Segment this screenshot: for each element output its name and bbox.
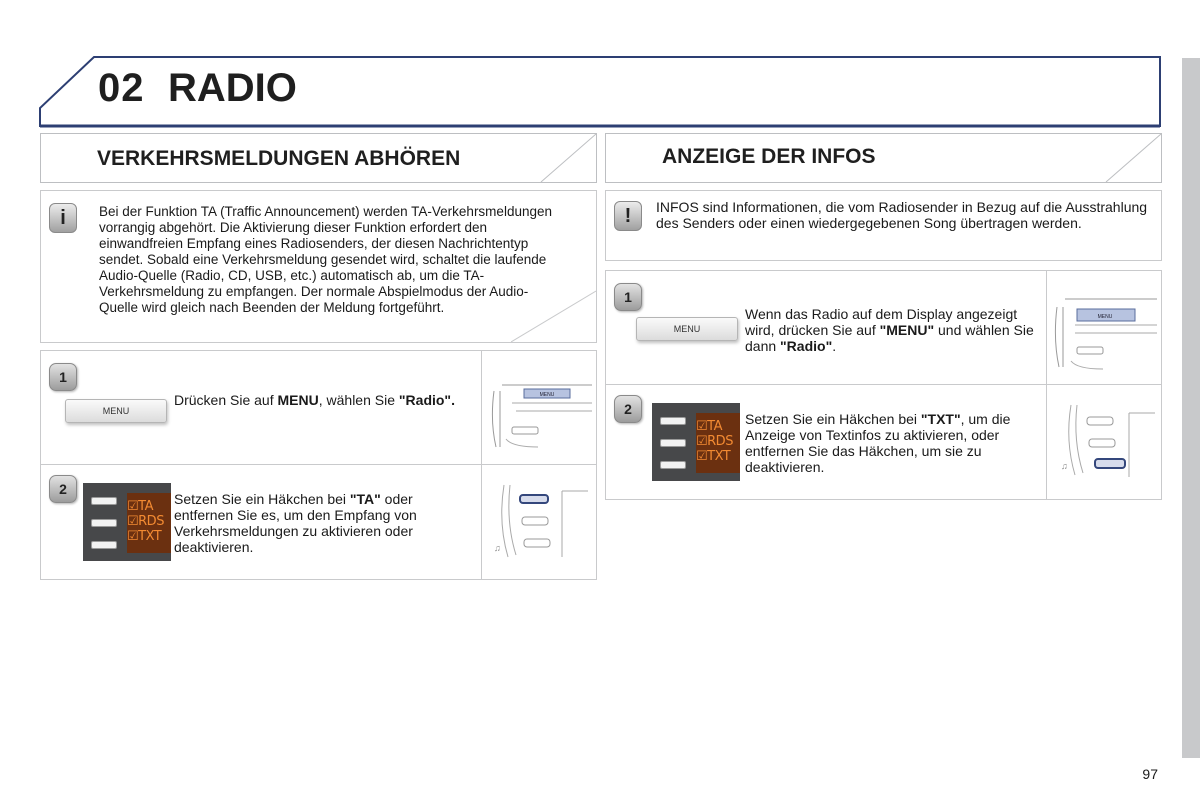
left-section-header — [40, 133, 597, 183]
panel-key[interactable] — [91, 519, 117, 527]
page-number: 97 — [1142, 766, 1158, 782]
option-txt[interactable]: ☑TXT — [696, 449, 731, 464]
option-rds[interactable]: ☑RDS — [696, 434, 733, 449]
chapter-edge-tab — [1182, 58, 1200, 758]
panel-key[interactable] — [660, 461, 686, 469]
svg-text:♫: ♫ — [494, 543, 501, 553]
left-step-1-text: Drücken Sie auf MENU, wählen Sie "Radio". — [174, 392, 455, 408]
dashboard-sketch — [1046, 271, 1162, 385]
menu-button[interactable]: MENU — [636, 317, 738, 341]
right-section-title: ANZEIGE DER INFOS — [662, 145, 876, 168]
buttons-sketch — [481, 465, 597, 579]
step-1-badge: 1 — [49, 363, 77, 391]
right-step-1 — [605, 270, 1162, 386]
option-rds[interactable]: ☑RDS — [127, 514, 164, 529]
buttons-sketch — [1046, 385, 1162, 499]
dashboard-sketch — [481, 351, 597, 465]
header-corner-cut — [521, 134, 596, 182]
step-2-badge: 2 — [614, 395, 642, 423]
option-screen — [127, 493, 171, 553]
step-1-badge: 1 — [614, 283, 642, 311]
right-step-1-text: Wenn das Radio auf dem Display angezeigt wird, drücken Sie auf "MENU" und wählen Sie dann "Radio". — [745, 306, 1034, 354]
chapter-title: RADIO — [168, 66, 297, 110]
warning-icon: ! — [614, 201, 642, 231]
panel-key[interactable] — [91, 497, 117, 505]
panel-key[interactable] — [91, 541, 117, 549]
sketch-menu-label: MENU — [1097, 314, 1113, 320]
right-section-header — [605, 133, 1162, 183]
panel-key[interactable] — [660, 439, 686, 447]
right-info-text: INFOS sind Informationen, die vom Radiosender in Bezug auf die Ausstrahlung des Senders oder einen wiedergegebenen Song übertragen werden. — [656, 199, 1148, 231]
right-step-2-text: Setzen Sie ein Häkchen bei "TXT", um die Anzeige von Textinfos zu aktivieren, oder entfernen Sie das Häkchen, um sie zu deaktivieren. — [745, 411, 1011, 475]
left-info-text: Bei der Funktion TA (Traffic Announcement) werden TA-Verkehrsmeldungen vorrangig abgehört. Die Aktivierung dieser Funktion erfordert den einwandfreien Empfang eines Radiosenders, der diesen Nachrichtentyp sendet. Sobald eine Verkehrsmeldung gesendet wird, schaltet die laufende Audio-Quelle (Radio, CD, USB, etc.) automatisch ab, um die TA-Verkehrsmeldung zu empfangen. Der normale Abspielmodus der Audio-Quelle wird gleich nach Beenden der Meldung fortgeführt. — [99, 204, 552, 315]
option-ta[interactable]: ☑TA — [696, 419, 722, 434]
panel-key[interactable] — [660, 417, 686, 425]
sketch-menu-label: MENU — [539, 392, 555, 398]
left-step-2-text: Setzen Sie ein Häkchen bei "TA" oder entfernen Sie es, um den Empfang von Verkehrsmeldungen zu aktivieren oder deaktivieren. — [174, 491, 417, 555]
left-section-title: VERKEHRSMELDUNGEN ABHÖREN — [97, 147, 461, 170]
option-ta[interactable]: ☑TA — [127, 499, 153, 514]
checkbox-display-panel — [652, 403, 740, 481]
option-screen — [696, 413, 740, 473]
right-step-2 — [605, 384, 1162, 500]
left-step-1 — [40, 350, 597, 466]
left-info-note — [40, 190, 597, 343]
svg-text:♫: ♫ — [1061, 461, 1068, 471]
right-warning-note — [605, 190, 1162, 261]
step-2-badge: 2 — [49, 475, 77, 503]
menu-button[interactable]: MENU — [65, 399, 167, 423]
checkbox-display-panel — [83, 483, 171, 561]
info-icon: i — [49, 203, 77, 233]
chapter-number: 02 — [98, 66, 145, 110]
option-txt[interactable]: ☑TXT — [127, 529, 162, 544]
left-step-2 — [40, 464, 597, 580]
